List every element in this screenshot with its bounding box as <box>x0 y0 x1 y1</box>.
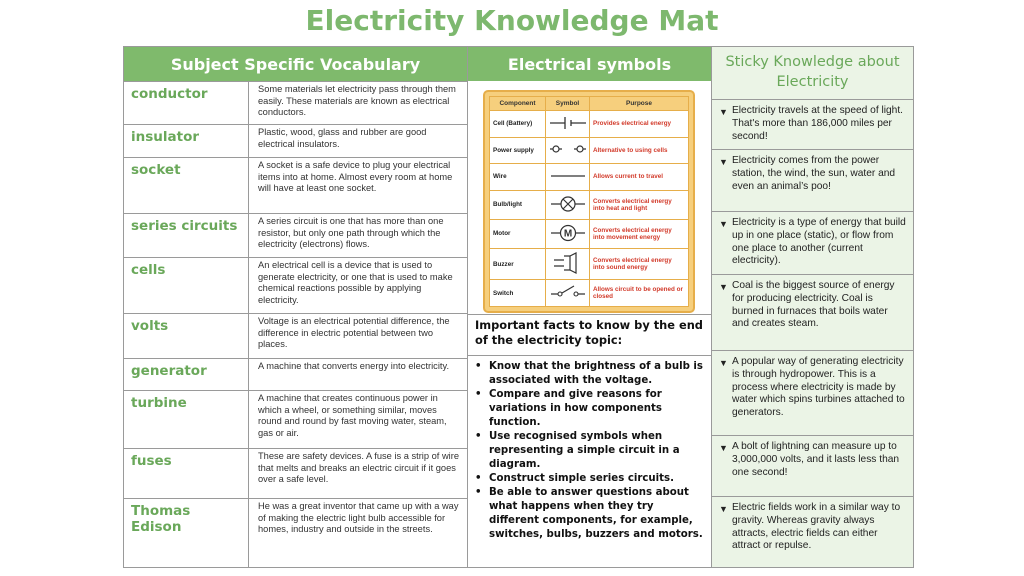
switch-symbol-icon <box>548 283 588 301</box>
symbol-row-switch <box>490 280 689 307</box>
buzzer-symbol-icon <box>548 252 588 274</box>
vocabulary-header: Subject Specific Vocabulary <box>124 47 467 81</box>
vocab-term: socket <box>124 158 249 213</box>
vocab-term: insulator <box>124 125 249 157</box>
column-header-symbol: Symbol <box>546 97 590 111</box>
vocab-row-thomas-edison <box>124 498 467 567</box>
vocab-term: cells <box>124 258 249 313</box>
vocab-term: series circuits <box>124 214 249 257</box>
component-purpose: Allows current to travel <box>590 164 689 191</box>
triangle-down-icon: ▼ <box>719 504 728 514</box>
symbol-row-buzzer <box>490 248 689 280</box>
triangle-down-icon: ▼ <box>719 282 728 292</box>
vocab-row-generator <box>124 358 467 390</box>
vocab-term: fuses <box>124 449 249 498</box>
power-supply-symbol-icon <box>548 140 588 158</box>
knowledge-mat <box>123 46 914 568</box>
symbol-row-bulb <box>490 190 689 219</box>
fact-item: • Compare and give reasons for variations in how components function. <box>475 389 662 428</box>
vocab-definition: Plastic, wood, glass and rubber are good electrical insulators. <box>258 127 427 149</box>
component-name: Motor <box>490 219 546 248</box>
symbol-row-wire <box>490 164 689 191</box>
symbols-header: Electrical symbols <box>468 47 711 81</box>
component-name: Bulb/light <box>490 190 546 219</box>
important-facts-heading: Important facts to know by the end of the electricity topic: <box>475 318 703 347</box>
component-name: Cell (Battery) <box>490 111 546 138</box>
component-name: Buzzer <box>490 248 546 280</box>
vocab-row-conductor <box>124 81 467 124</box>
sticky-knowledge-section <box>712 47 913 567</box>
bullet-icon: • <box>475 389 482 400</box>
motor-symbol-icon <box>548 223 588 243</box>
vocab-term: conductor <box>124 82 249 124</box>
important-facts-list <box>468 355 711 542</box>
symbol-row-motor <box>490 219 689 248</box>
symbol-row-power-supply <box>490 137 689 164</box>
triangle-down-icon: ▼ <box>719 157 728 167</box>
bullet-icon: • <box>475 487 482 498</box>
sticky-fact-item: ▼ Electricity comes from the power station, the wind, the sun, water and even an animal’s poo! <box>712 149 913 211</box>
fact-item: • Construct simple series circuits. <box>475 473 674 484</box>
vocab-definition: Some materials let electricity pass through them easily. These materials are known as electrical conductors. <box>258 84 456 118</box>
cell-symbol-icon <box>548 114 588 132</box>
sticky-knowledge-header: Sticky Knowledge about Electricity <box>725 54 900 90</box>
vocab-definition: An electrical cell is a device that is used to generate electricity, or one that is used to make chemical reactions possible by applying electricity. <box>258 260 453 305</box>
svg-text:M: M <box>563 228 572 240</box>
vocab-definition: A machine that converts energy into electricity. <box>258 361 450 371</box>
triangle-down-icon: ▼ <box>719 107 728 117</box>
fact-item: • Know that the brightness of a bulb is associated with the voltage. <box>475 361 703 386</box>
component-purpose: Alternative to using cells <box>590 137 689 164</box>
column-header-purpose: Purpose <box>590 97 689 111</box>
sticky-fact-item: ▼ Electric fields work in a similar way to gravity. Whereas gravity always attracts, electric fields can either attract or repulse. <box>712 496 913 567</box>
component-purpose: Provides electrical energy <box>590 111 689 138</box>
component-purpose: Converts electrical energy into sound energy <box>590 248 689 280</box>
vocab-row-socket <box>124 157 467 213</box>
bullet-icon: • <box>475 473 482 484</box>
vocab-term: generator <box>124 359 249 390</box>
vocab-term: Thomas Edison <box>124 499 249 567</box>
page-title: Electricity Knowledge Mat <box>305 4 719 37</box>
vocab-definition: These are safety devices. A fuse is a strip of wire that melts and breaks an electric circuit if it goes over a safe level. <box>258 451 460 485</box>
triangle-down-icon: ▼ <box>719 358 728 368</box>
fact-item: • Use recognised symbols when representing a simple circuit in a diagram. <box>475 431 680 470</box>
vocab-definition: A machine that creates continuous power in which a wheel, or something similar, moves round and round by fast moving water, steam, gas or air. <box>258 393 447 438</box>
vocab-definition: A socket is a safe device to plug your electrical items into at home. Almost every room at home will have at least one socket. <box>258 160 453 194</box>
wire-symbol-icon <box>548 167 588 185</box>
vocab-row-series-circuits <box>124 213 467 257</box>
symbol-row-cell <box>490 111 689 138</box>
sticky-fact-item: ▼ Coal is the biggest source of energy for producing electricity. Coal is burned in furnaces that boils water and creates steam. <box>712 274 913 350</box>
sticky-fact-item: ▼ A popular way of generating electricity is through hydropower. This is a process where electricity is made by water which spins turbines attached to generators. <box>712 350 913 435</box>
bulb-symbol-icon <box>548 194 588 214</box>
vocabulary-section <box>124 47 468 567</box>
column-header-component: Component <box>490 97 546 111</box>
sticky-fact-item: ▼ Electricity travels at the speed of light. That's more than 186,000 miles per second! <box>712 99 913 149</box>
bullet-icon: • <box>475 361 482 372</box>
component-purpose: Allows circuit to be opened or closed <box>590 280 689 307</box>
vocab-row-volts <box>124 313 467 358</box>
sticky-fact-item: ▼ Electricity is a type of energy that build up in one place (static), or flow from one place to another (current electricity). <box>712 211 913 274</box>
bullet-icon: • <box>475 431 482 442</box>
vocab-row-fuses <box>124 448 467 498</box>
vocab-term: volts <box>124 314 249 358</box>
component-purpose: Converts electrical energy into movement energy <box>590 219 689 248</box>
vocab-row-turbine <box>124 390 467 448</box>
vocab-definition: He was a great inventor that came up with a way of making the electric light bulb accessible for homes, industry and outside in the streets. <box>258 501 459 535</box>
vocab-definition: Voltage is an electrical potential difference, the difference in electric potential between two places. <box>258 316 450 350</box>
symbols-section <box>468 47 712 567</box>
fact-item: • Be able to answer questions about what happens when they try different components, for example, switches, bulbs, buzzers and motors. <box>475 487 703 540</box>
important-facts-section <box>468 314 711 542</box>
component-purpose: Converts electrical energy into heat and light <box>590 190 689 219</box>
vocab-term: turbine <box>124 391 249 448</box>
symbols-table <box>483 90 695 313</box>
vocab-row-cells <box>124 257 467 313</box>
component-name: Switch <box>490 280 546 307</box>
component-name: Wire <box>490 164 546 191</box>
sticky-fact-item: ▼ A bolt of lightning can measure up to 3,000,000 volts, and it lasts less than one second! <box>712 435 913 496</box>
triangle-down-icon: ▼ <box>719 219 728 229</box>
vocab-row-insulator <box>124 124 467 157</box>
vocab-definition: A series circuit is one that has more than one resistor, but only one path through which the electricity (electrons) flows. <box>258 216 444 250</box>
triangle-down-icon: ▼ <box>719 443 728 453</box>
component-name: Power supply <box>490 137 546 164</box>
